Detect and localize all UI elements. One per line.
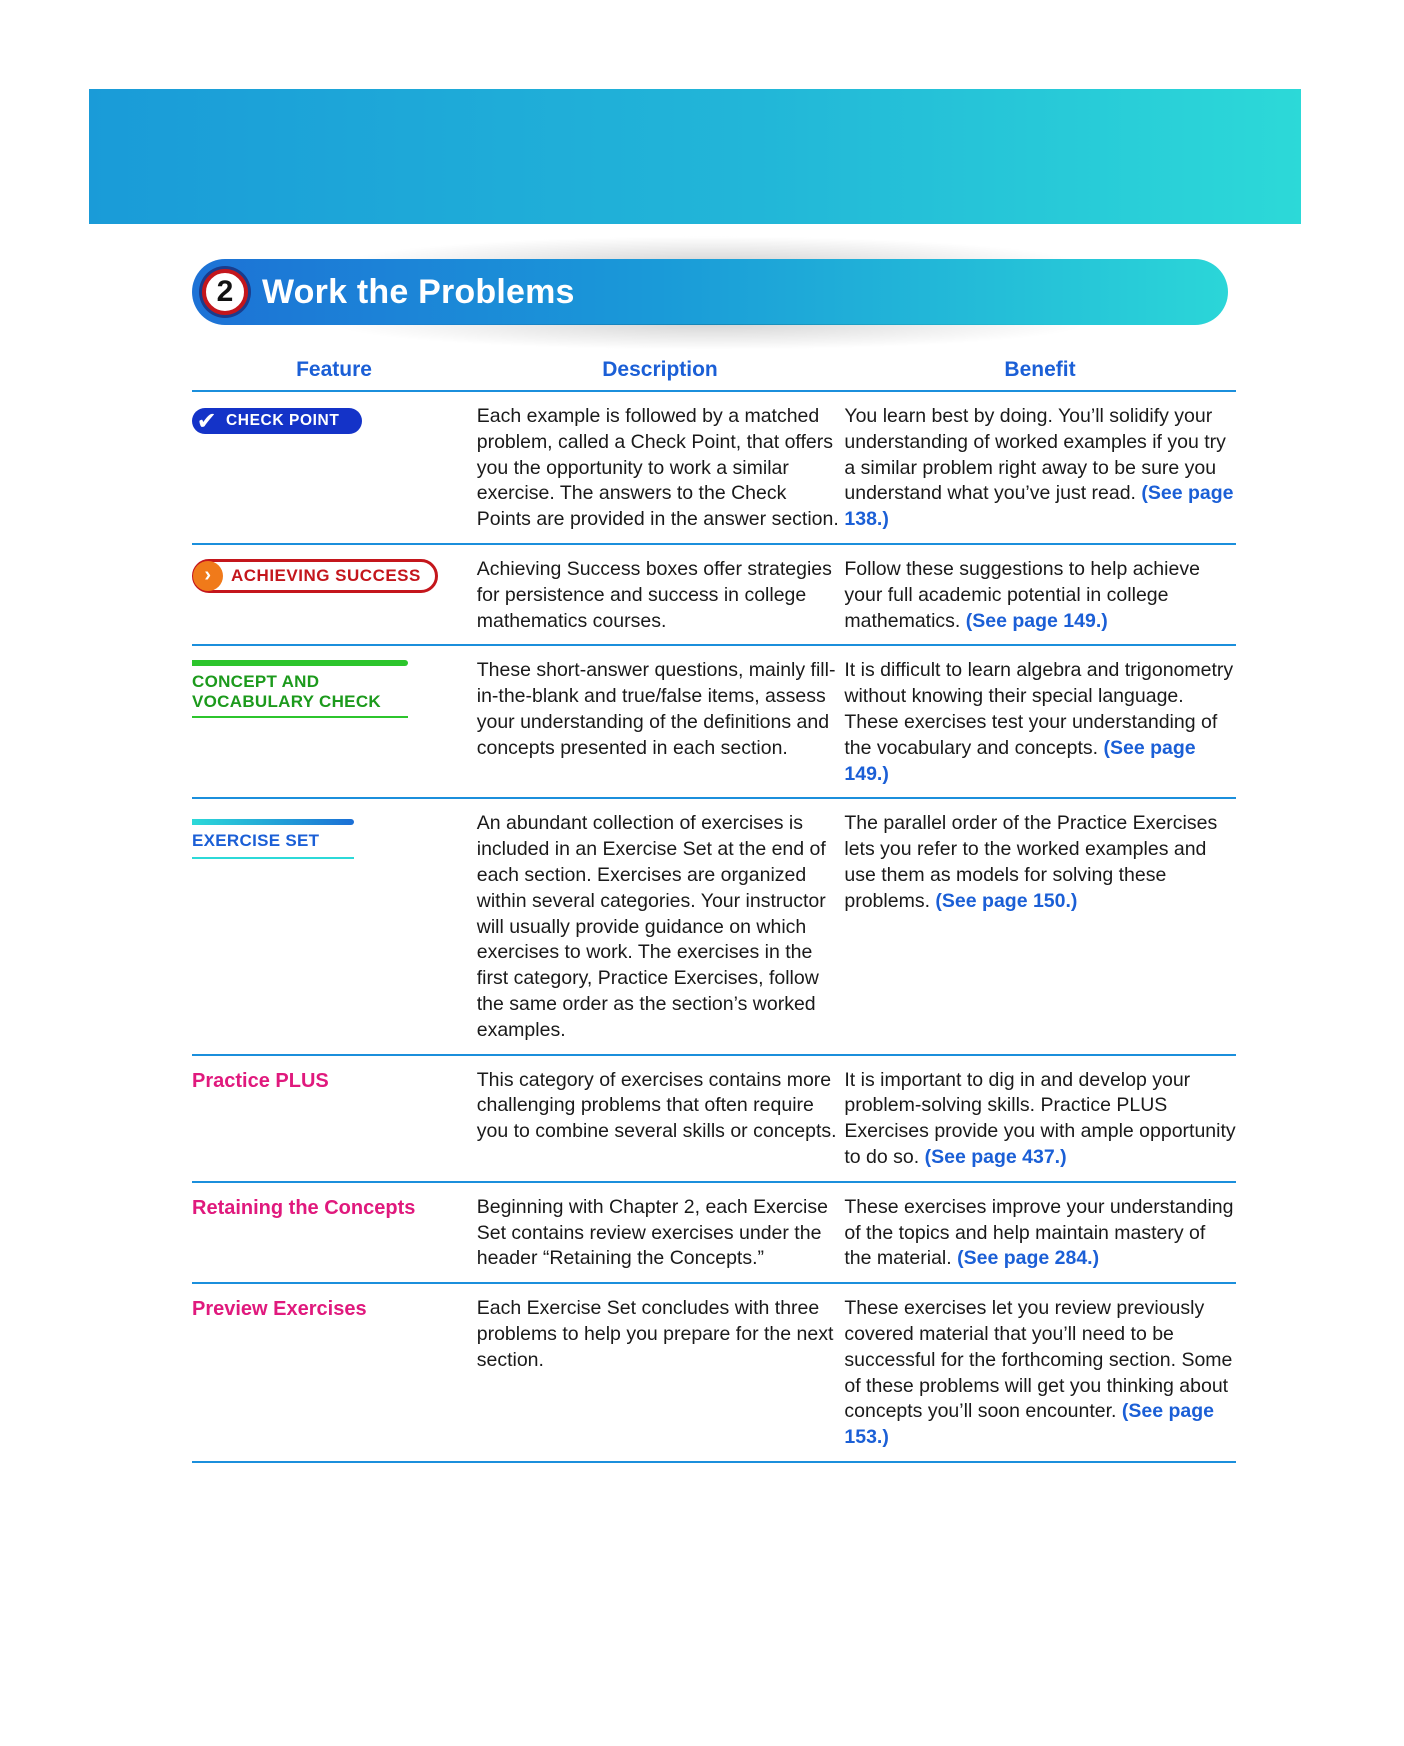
table-row <box>192 646 1236 799</box>
page-reference: (See page 149.) <box>965 609 1108 632</box>
page-reference: (See page 150.) <box>935 889 1078 912</box>
benefit-text: Follow these suggestions to help achieve your full academic potential in college mathematics. <box>844 557 1200 632</box>
feature-cell: Practice PLUS <box>192 1069 329 1092</box>
benefit-text: It is difficult to learn algebra and trigonometry without knowing their special language. These exercises test your understanding of the vocabulary and concepts. <box>844 659 1234 759</box>
description-cell: Beginning with Chapter 2, each Exercise Set contains review exercises under the header “Retaining the Concepts.” <box>476 1195 828 1270</box>
header-benefit: Benefit <box>1004 358 1076 381</box>
header-description: Description <box>602 358 718 381</box>
page-reference: (See page 284.) <box>957 1247 1100 1270</box>
exercise-set-label: EXERCISE SET <box>192 831 320 851</box>
achieving-success-label: ACHIEVING SUCCESS <box>231 565 421 585</box>
exercise-set-badge <box>192 819 354 859</box>
benefit-cell <box>844 404 1236 533</box>
concept-vocabulary-label <box>192 666 408 716</box>
benefit-text: The parallel order of the Practice Exercises lets you refer to the worked examples and use them as models for solving these problems. <box>844 812 1218 912</box>
check-point-label: CHECK POINT <box>226 412 340 429</box>
table-header <box>192 352 1236 392</box>
table-row <box>192 545 1236 646</box>
chevron-right-icon: › <box>193 561 223 591</box>
description-cell: Each Exercise Set concludes with three problems to help you prepare for the next section. <box>476 1297 834 1371</box>
check-point-badge <box>192 408 362 434</box>
feature-cell <box>192 404 476 533</box>
achieving-success-badge <box>192 559 438 593</box>
features-table <box>192 352 1236 1463</box>
top-banner <box>89 89 1301 224</box>
page-reference: (See page 153.) <box>844 1400 1215 1449</box>
benefit-cell <box>844 1195 1236 1272</box>
description-cell: Achieving Success boxes offer strategies for persistence and success in college mathematics courses. <box>476 557 832 632</box>
feature-cell <box>192 557 476 634</box>
description-cell: This category of exercises contains more challenging problems that often require you to combine several skills or concepts. <box>476 1068 837 1143</box>
section-header <box>192 259 1228 325</box>
benefit-text: These exercises let you review previously covered material that you’ll need to be successful for the forthcoming section. Some of these problems will get you thinking about concepts you’ll soon encounter. <box>844 1297 1233 1423</box>
section-number-badge <box>202 269 248 315</box>
table-row <box>192 1284 1236 1463</box>
badge-bar-bottom <box>192 857 354 859</box>
feature-cell <box>192 658 476 787</box>
badge-bar-bottom <box>192 716 408 718</box>
benefit-text: These exercises improve your understanding of the topics and help maintain mastery of the material. <box>844 1195 1234 1270</box>
section-title: Work the Problems <box>262 272 575 311</box>
concept-label-line2: VOCABULARY CHECK <box>192 692 381 712</box>
concept-vocabulary-badge <box>192 660 408 718</box>
benefit-cell <box>844 811 1236 1043</box>
benefit-text: You learn best by doing. You’ll solidify your understanding of worked examples if you try a similar problem right away to be sure you understand what you’ve just read. <box>844 405 1226 505</box>
benefit-cell <box>844 1068 1236 1171</box>
table-row <box>192 392 1236 545</box>
header-feature: Feature <box>296 358 372 381</box>
table-row <box>192 1183 1236 1284</box>
concept-label-line1: CONCEPT AND <box>192 672 320 692</box>
feature-cell: Retaining the Concepts <box>192 1196 416 1219</box>
description-cell: Each example is followed by a matched problem, called a Check Point, that offers you the opportunity to work a similar exercise. The answers to the Check Points are provided in the answer section. <box>476 405 839 531</box>
benefit-text: It is important to dig in and develop your problem-solving skills. Practice PLUS Exercises provide you with ample opportunity to do so. <box>844 1068 1236 1168</box>
benefit-cell <box>844 557 1236 634</box>
section-number: 2 <box>216 275 234 308</box>
page-reference: (See page 149.) <box>844 736 1196 785</box>
description-cell: These short-answer questions, mainly fill-in-the-blank and true/false items, assess your understanding of the definitions and concepts presented in each section. <box>476 659 836 759</box>
section-shadow-bottom <box>330 324 1090 350</box>
page-reference: (See page 437.) <box>924 1145 1067 1168</box>
description-cell: An abundant collection of exercises is included in an Exercise Set at the end of each section. Exercises are organized within several categories. Your instructor will usually provide guidance on which exercises to work. The exercises in the first category, Practice Exercises, follow the same order as the section’s worked examples. <box>476 812 826 1041</box>
page-reference: (See page 138.) <box>844 482 1234 531</box>
feature-cell <box>192 811 476 1043</box>
table-row <box>192 1056 1236 1183</box>
check-icon: ✔ <box>196 407 218 435</box>
table-row <box>192 799 1236 1055</box>
benefit-cell <box>844 1296 1236 1451</box>
benefit-cell <box>844 658 1236 787</box>
feature-cell: Preview Exercises <box>192 1298 367 1321</box>
